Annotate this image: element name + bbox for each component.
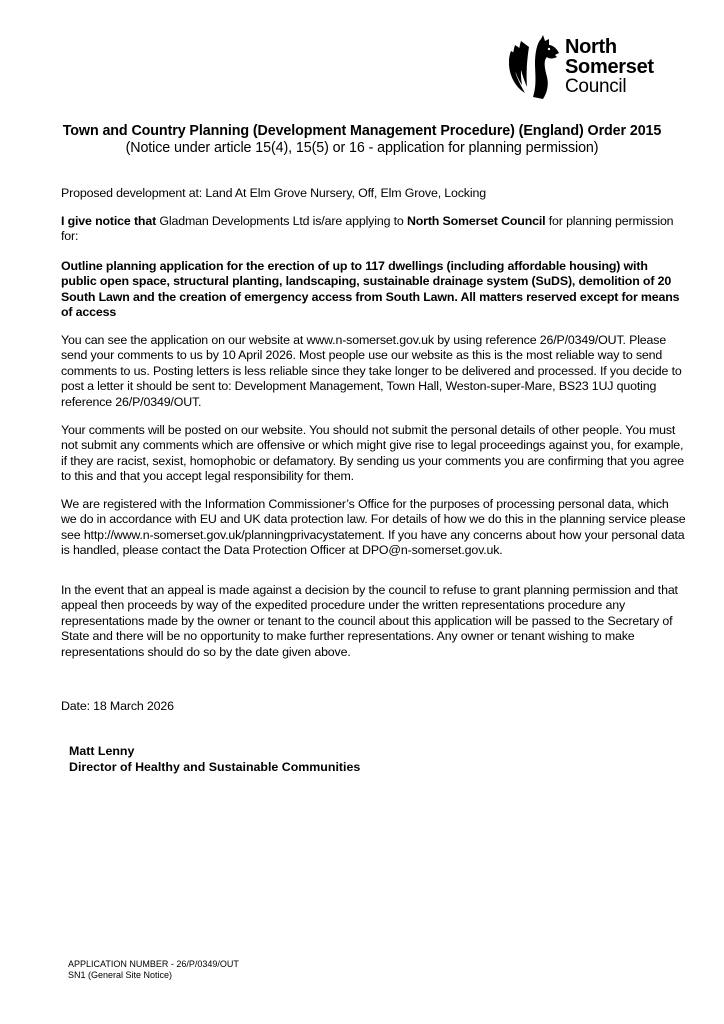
site-label: Proposed development at: <box>61 186 203 200</box>
notice-tail: for planning permission for: <box>61 214 674 244</box>
paragraph-website: You can see the application on our website at www.n-somerset.gov.uk by using reference 26/P/0349/OUT. Please send your comments to us by 10 April 2026. Most people use our website as this is the most reliable way to send comments to us. Posting letters is less reliable since they take longer to be delivered and processed. If you decide to post a letter it should be sent to: Development Management, Town Hall, Weston-super-Mare, BS23 1UJ quoting reference 26/P/0349/OUT. <box>61 333 682 409</box>
dragon-emblem-icon <box>505 33 561 101</box>
signature-block <box>69 743 360 775</box>
notice-council: North Somerset Council <box>406 214 546 228</box>
signatory-name: Matt Lenny <box>69 744 135 758</box>
paragraph-comments: Your comments will be posted on our website. You should not submit the personal details of other people. You must not submit any comments which are offensive or which might give rise to legal proceedings against you, for example, if they are racist, sexist, homophobic or defamatory. By sending us your comments you are confirming that you agree to this and that you accept legal responsibility for them. <box>61 423 685 484</box>
application-number: APPLICATION NUMBER - 26/P/0349/OUT <box>68 959 239 969</box>
notice-type: SN1 (General Site Notice) <box>68 970 173 980</box>
logo-line-council: Council <box>565 76 627 97</box>
logo-line-north: North <box>565 36 617 58</box>
notice-heading <box>0 123 724 157</box>
logo-wordmark <box>565 37 654 97</box>
logo-line-somerset: Somerset <box>565 56 654 78</box>
council-logo <box>505 32 685 102</box>
notice-statement <box>61 214 686 245</box>
notice-date: Date: 18 March 2026 <box>61 699 174 713</box>
paragraph-appeal: In the event that an appeal is made against a decision by the council to refuse to grant planning permission and that appeal then proceeds by way of the expedited procedure under the written representations procedure any representations made by the owner or tenant to the council about this application will be passed to the Secretary of State and there will be no opportunity to make further representations. Any owner or tenant wishing to make representations should do so by the date given above. <box>61 583 678 659</box>
notice-lead: I give notice that <box>61 214 157 228</box>
page-subtitle: (Notice under article 15(4), 15(5) or 16 - application for planning permission) <box>125 140 599 156</box>
proposal-description: Outline planning application for the erection of up to 117 dwellings (including affordable housing) with public open space, structural planting, landscaping, sustainable drainage system (SuDS), demolition of 20 South Lawn and the creation of emergency access from South Lawn. All matters reserved except for means of access <box>61 259 680 320</box>
notice-applicant: Gladman Developments Ltd is/are applying to <box>159 214 404 228</box>
paragraph-privacy: We are registered with the Information Commissioner’s Office for the purposes of processing personal data, which we do in accordance with EU and UK data protection law. For details of how we do this in the planning service please see http://www.n-somerset.gov.uk/planningprivacystatement. If you have any concerns about how your personal data is handled, please contact the Data Protection Officer at DPO@n-somerset.gov.uk. <box>61 497 686 558</box>
page-title: Town and Country Planning (Development Management Procedure) (England) Order 2015 <box>62 123 662 139</box>
signatory-role: Director of Healthy and Sustainable Communities <box>69 760 361 774</box>
site-address <box>61 186 686 201</box>
footer <box>68 959 239 981</box>
site-address-value: Land At Elm Grove Nursery, Off, Elm Grove, Locking <box>205 186 486 200</box>
